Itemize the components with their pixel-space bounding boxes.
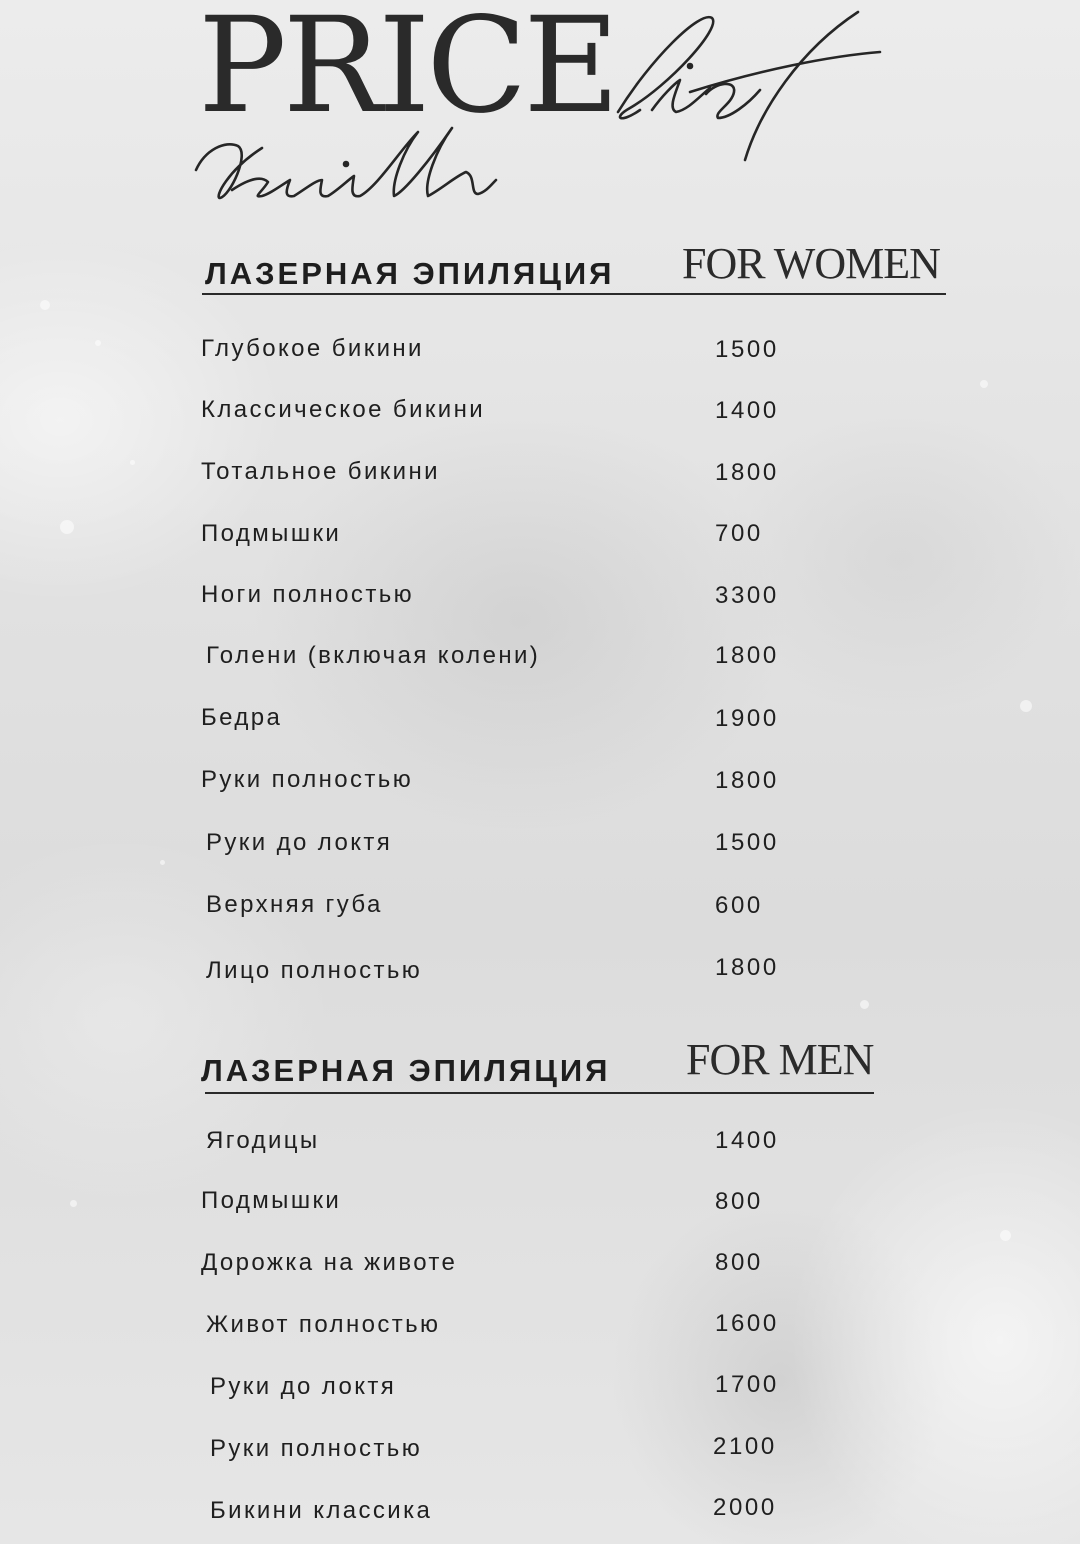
list-item-price: 2000 bbox=[713, 1494, 777, 1521]
list-item-name: Тотальное бикини bbox=[201, 458, 440, 485]
list-item-price: 3300 bbox=[715, 582, 779, 609]
list-item-name: Руки до локтя bbox=[210, 1373, 397, 1400]
list-item-name: Дорожка на животе bbox=[201, 1249, 458, 1276]
list-item-name: Руки до локтя bbox=[206, 829, 393, 856]
list-item-price: 700 bbox=[715, 520, 763, 547]
list-item-name: Руки полностью bbox=[210, 1435, 423, 1462]
brand-name-text bbox=[200, 170, 234, 181]
list-item-price: 800 bbox=[715, 1249, 763, 1276]
list-item-price: 1800 bbox=[715, 642, 779, 669]
list-item-price: 600 bbox=[715, 892, 763, 919]
list-item-name: Подмышки bbox=[201, 520, 342, 547]
list-item-price: 1800 bbox=[715, 954, 779, 981]
list-item-price: 1400 bbox=[715, 1127, 779, 1154]
list-item-name: Ягодицы bbox=[206, 1127, 320, 1154]
list-item-name: Лицо полностью bbox=[206, 957, 423, 984]
list-item-name: Голени (включая колени) bbox=[206, 642, 541, 669]
list-item-name: Классическое бикини bbox=[201, 396, 486, 423]
section-heading-women: ЛАЗЕРНАЯ ЭПИЛЯЦИЯ bbox=[205, 256, 615, 291]
section-tag-women: FOR WOMEN bbox=[682, 239, 940, 288]
list-script-t bbox=[745, 12, 858, 160]
list-item-price: 1800 bbox=[715, 459, 779, 486]
list-item-price: 2100 bbox=[713, 1433, 777, 1460]
list-item-price: 1500 bbox=[715, 336, 779, 363]
list-item-price: 800 bbox=[715, 1188, 763, 1215]
title-script-text bbox=[620, 60, 636, 71]
section-heading-men: ЛАЗЕРНАЯ ЭПИЛЯЦИЯ bbox=[201, 1053, 611, 1088]
list-item-price: 1800 bbox=[715, 767, 779, 794]
list-script-i bbox=[652, 80, 710, 112]
list-item-name: Ноги полностью bbox=[201, 581, 415, 608]
list-item-name: Подмышки bbox=[201, 1187, 342, 1214]
list-item-name: Верхняя губа bbox=[206, 891, 383, 918]
list-item-name: Живот полностью bbox=[206, 1311, 441, 1338]
section-tag-men: FOR MEN bbox=[686, 1035, 874, 1084]
section-divider-men bbox=[205, 1092, 874, 1094]
list-item-name: Глубокое бикини bbox=[201, 335, 424, 362]
list-item-price: 1400 bbox=[715, 397, 779, 424]
list-item-name: Руки полностью bbox=[201, 766, 414, 793]
list-item-price: 1600 bbox=[715, 1310, 779, 1337]
list-item-price: 1500 bbox=[715, 829, 779, 856]
list-script-t-bar bbox=[690, 52, 880, 92]
page-title: PRICE bbox=[198, 0, 616, 143]
list-item-price: 1900 bbox=[715, 705, 779, 732]
list-item-price: 1700 bbox=[715, 1371, 779, 1398]
list-item-name: Бедра bbox=[201, 704, 283, 731]
list-script-s bbox=[706, 84, 760, 118]
section-divider-women bbox=[202, 293, 946, 295]
list-item-name: Бикини классика bbox=[210, 1497, 433, 1524]
